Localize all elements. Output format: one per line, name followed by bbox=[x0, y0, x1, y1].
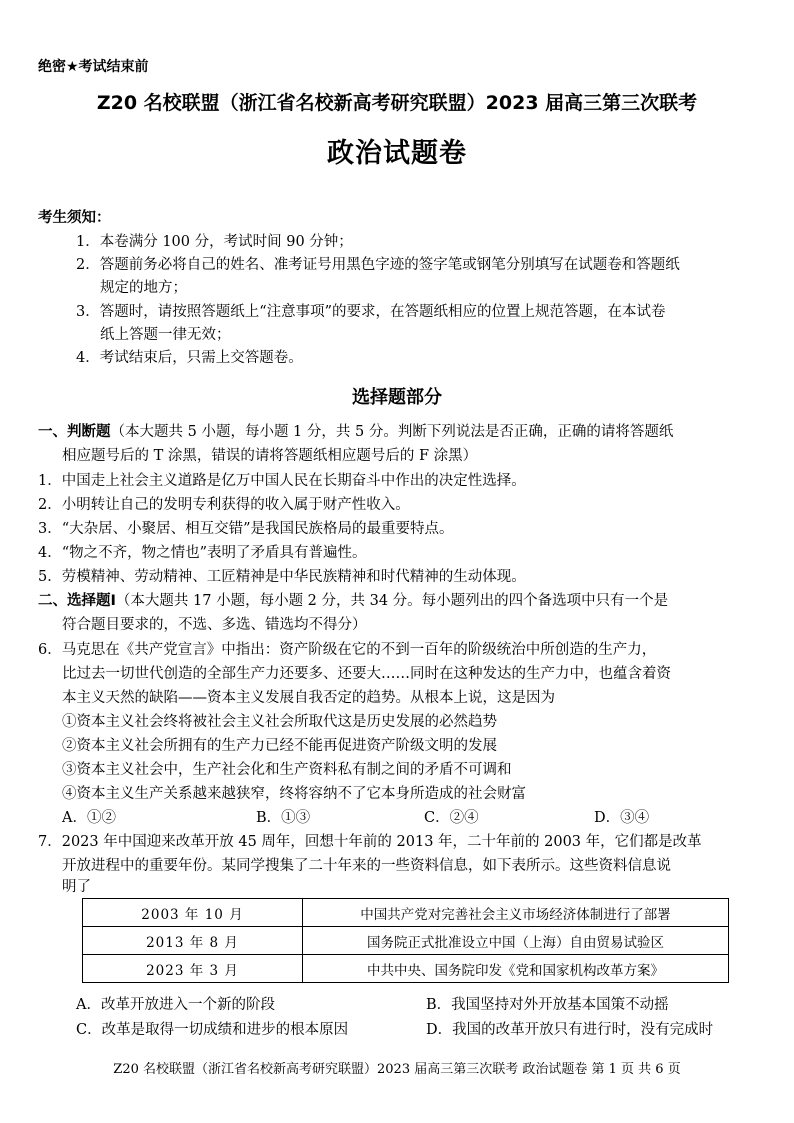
q7-stem: 开放进程中的重要年份。某同学搜集了二十年来的一些资料信息，如下表所示。这些资料信息说 bbox=[62, 858, 671, 874]
notice-item: 3．答题时，请按照答题纸上“注意事项”的要求，在答题纸相应的位置上规范答题，在本试卷 bbox=[76, 304, 666, 320]
paper-title: 政治试题卷 bbox=[327, 138, 467, 169]
q6-option-c: C．②④ bbox=[424, 810, 479, 826]
notice-heading: 考生须知： bbox=[38, 210, 111, 226]
part2-desc-continued: 符合题目要求的，不选、多选、错选均不得分） bbox=[62, 617, 367, 633]
table-cell-event: 国务院正式批准设立中国（上海）自由贸易试验区 bbox=[303, 927, 729, 955]
q6-stem: 比过去一切世代创造的全部生产力还要多、还要大……同时在这种发达的生产力中，也蕴含着资 bbox=[62, 666, 671, 682]
part1-label: 一、判断题 bbox=[38, 424, 111, 440]
part1-desc: （本大题共 5 小题，每小题 1 分，共 5 分。判断下列说法是否正确，正确的请将答题纸 bbox=[110, 424, 674, 440]
judge-question: 5．劳模精神、劳动精神、工匠精神是中华民族精神和时代精神的生动体现。 bbox=[38, 569, 526, 585]
notice-item: 1．本卷满分 100 分，考试时间 90 分钟； bbox=[76, 234, 353, 250]
table-cell-event: 中共中央、国务院印发《党和国家机构改革方案》 bbox=[303, 955, 729, 983]
part2-instruction bbox=[38, 591, 668, 611]
table-cell-event: 中国共产党对完善社会主义市场经济体制进行了部署 bbox=[303, 899, 729, 927]
section-title: 选择题部分 bbox=[352, 387, 442, 408]
q6-statement: ③资本主义社会中，生产社会化和生产资料私有制之间的矛盾不可调和 bbox=[62, 762, 512, 778]
page-footer: Z20 名校联盟（浙江省名校新高考研究联盟）2023 届高三第三次联考 政治试题卷 第 1 页 共 6 页 bbox=[113, 1062, 681, 1077]
notice-item-continued: 规定的地方； bbox=[100, 280, 187, 296]
q7-option-d: D．我国的改革开放只有进行时，没有完成时 bbox=[426, 1022, 714, 1038]
table-cell-date: 2013 年 8 月 bbox=[83, 927, 303, 955]
q7-option-a: A．改革开放进入一个新的阶段 bbox=[76, 997, 275, 1013]
part2-label: 二、选择题Ⅰ bbox=[38, 593, 116, 609]
q6-stem: 6．马克思在《共产党宣言》中指出：资产阶级在它的不到一百年的阶级统治中所创造的生产力， bbox=[38, 642, 657, 658]
q6-statement: ②资本主义社会所拥有的生产力已经不能再促进资产阶级文明的发展 bbox=[62, 738, 497, 754]
part1-desc-continued: 相应题号后的 T 涂黑，错误的请将答题纸相应题号后的 F 涂黑） bbox=[62, 448, 478, 464]
part2-desc: （本大题共 17 小题，每小题 2 分，共 34 分。每小题列出的四个备选项中只有一个是 bbox=[115, 593, 669, 609]
confidential-label: 绝密★考试结束前 bbox=[38, 59, 149, 75]
table-row bbox=[83, 927, 729, 955]
q7-info-table bbox=[82, 898, 729, 983]
table-row bbox=[83, 899, 729, 927]
q7-stem: 7．2023 年中国迎来改革开放 45 周年，回想十年前的 2013 年，二十年前的 2003 年，它们都是改革 bbox=[38, 834, 702, 850]
q6-option-b: B．①③ bbox=[256, 810, 311, 826]
q7-option-c: C．改革是取得一切成绩和进步的根本原因 bbox=[76, 1022, 349, 1038]
table-cell-date: 2003 年 10 月 bbox=[83, 899, 303, 927]
q6-option-d: D．③④ bbox=[594, 810, 650, 826]
judge-question: 4．“物之不齐，物之情也”表明了矛盾具有普遍性。 bbox=[38, 545, 367, 561]
judge-question: 1．中国走上社会主义道路是亿万中国人民在长期奋斗中作出的决定性选择。 bbox=[38, 473, 526, 489]
q7-option-b: B．我国坚持对外开放基本国策不动摇 bbox=[426, 997, 669, 1013]
q6-statement: ④资本主义生产关系越来越狭窄，终将容纳不了它本身所造成的社会财富 bbox=[62, 786, 526, 802]
judge-question: 2．小明转让自己的发明专利获得的收入属于财产性收入。 bbox=[38, 497, 410, 513]
notice-item-continued: 纸上答题一律无效； bbox=[100, 327, 231, 343]
q7-stem: 明了 bbox=[62, 879, 91, 895]
q6-statement: ①资本主义社会终将被社会主义社会所取代这是历史发展的必然趋势 bbox=[62, 714, 497, 730]
q6-stem: 本主义天然的缺陷——资本主义发展自我否定的趋势。从根本上说，这是因为 bbox=[62, 690, 555, 706]
notice-item: 2．答题前务必将自己的姓名、准考证号用黑色字迹的签字笔或钢笔分别填写在试题卷和答题纸 bbox=[76, 257, 680, 273]
notice-item: 4．考试结束后，只需上交答题卷。 bbox=[76, 350, 303, 366]
part1-instruction bbox=[38, 422, 673, 442]
q6-option-a: A．①② bbox=[62, 810, 116, 826]
table-cell-date: 2023 年 3 月 bbox=[83, 955, 303, 983]
exam-header: Z20 名校联盟（浙江省名校新高考研究联盟）2023 届高三第三次联考 bbox=[96, 92, 698, 114]
table-row bbox=[83, 955, 729, 983]
judge-question: 3．“大杂居、小聚居、相互交错”是我国民族格局的最重要特点。 bbox=[38, 521, 454, 537]
